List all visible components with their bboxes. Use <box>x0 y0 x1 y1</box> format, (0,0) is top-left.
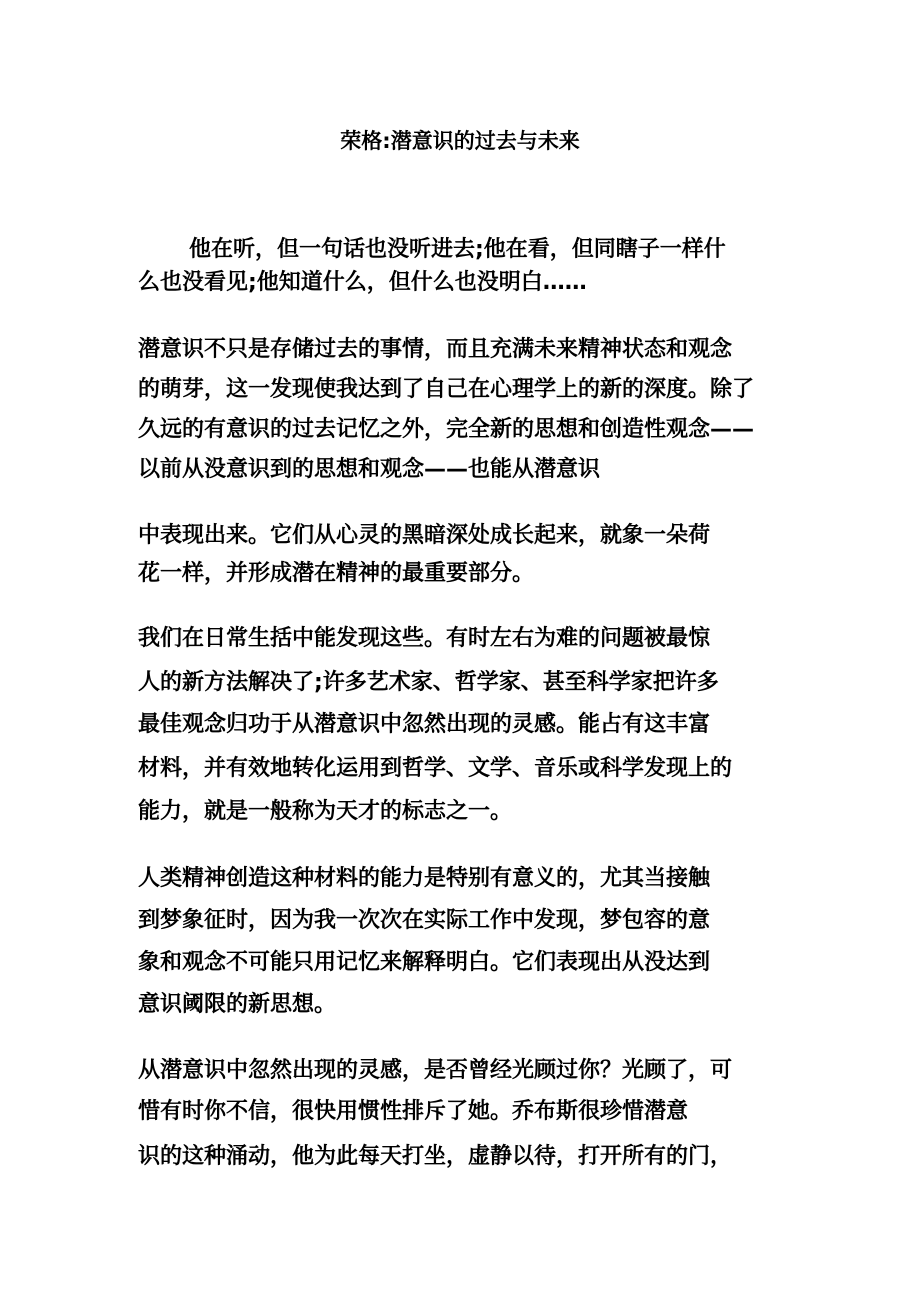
paragraph-line: 我们在日常生括中能发现这些。有时左右为难的问题被最惊 <box>138 626 711 651</box>
document-title: 荣格:潜意识的过去与未来 <box>340 129 580 153</box>
paragraph-line: 象和观念不可能只用记忆来解释明白。它们表现出从没达到 <box>138 950 711 975</box>
paragraph-line: 中表现出来。它们从心灵的黑暗深处成长起来，就象一朵荷 <box>138 523 711 548</box>
paragraph-line: 意识阈限的新思想。 <box>138 992 337 1017</box>
paragraph-line: 最佳观念归功于从潜意识中忽然出现的灵感。能占有这丰富 <box>138 712 711 737</box>
paragraph-line: 他在听，但一句话也没听进去;他在看，但同瞎子一样什 <box>189 237 726 262</box>
paragraph-line: 惜有时你不信，很快用惯性排斥了她。乔布斯很珍惜潜意 <box>138 1099 689 1124</box>
paragraph-line: 识的这种涌动，他为此每天打坐，虚静以待，打开所有的门， <box>138 1144 733 1169</box>
paragraph-line: 从潜意识中忽然出现的灵感，是否曾经光顾过你？光顾了，可 <box>138 1058 733 1083</box>
paragraph-line: 人的新方法解决了;许多艺术家、哲学家、甚至科学家把许多 <box>138 670 719 695</box>
paragraph-line: 以前从没意识到的思想和观念——也能从潜意识 <box>138 457 601 482</box>
paragraph-line: 花一样，并形成潜在精神的最重要部分。 <box>138 561 535 586</box>
paragraph-line: 潜意识不只是存储过去的事情，而且充满未来精神状态和观念 <box>138 337 733 362</box>
paragraph-line: 的萌芽，这一发现使我达到了自己在心理学上的新的深度。除了 <box>138 377 755 402</box>
paragraph-line: 能力，就是一般称为天才的标志之一。 <box>138 799 513 824</box>
paragraph-line: 人类精神创造这种材料的能力是特别有意义的，尤其当接触 <box>138 866 711 891</box>
paragraph-line: 材料，并有效地转化运用到哲学、文学、音乐或科学发现上的 <box>138 756 733 781</box>
paragraph-line: 久远的有意识的过去记忆之外，完全新的思想和创造性观念—— <box>138 417 755 442</box>
paragraph-line: 么也没看见;他知道什么，但什么也没明白…… <box>138 270 587 295</box>
paragraph-line: 到梦象征时，因为我一次次在实际工作中发现，梦包容的意 <box>138 908 711 933</box>
